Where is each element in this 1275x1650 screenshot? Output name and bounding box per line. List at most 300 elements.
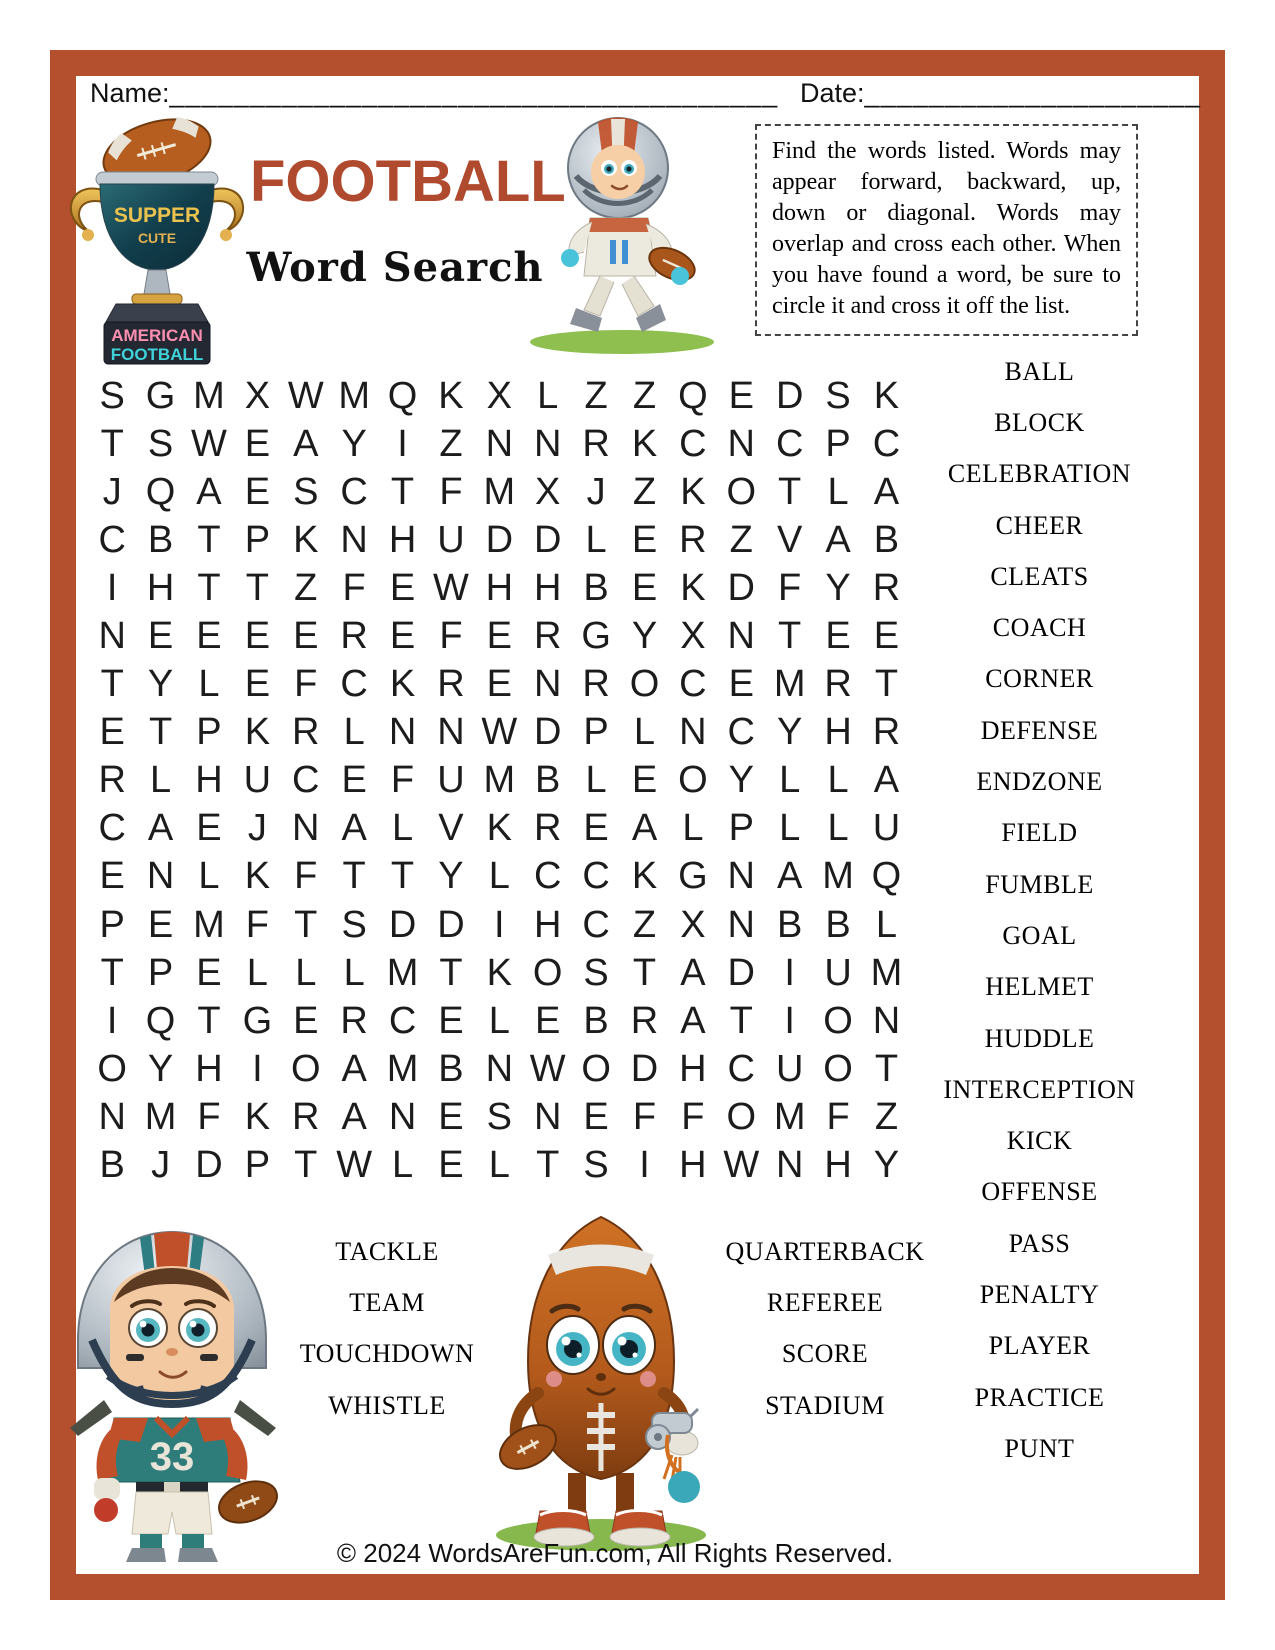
grid-letter: H <box>679 1144 707 1187</box>
grid-letter: H <box>533 566 562 609</box>
grid-letter: X <box>535 470 561 513</box>
grid-letter: H <box>388 518 417 561</box>
grid-row <box>88 709 911 757</box>
name-blank-line: ______________________________________ <box>169 78 779 108</box>
grid-letter: Z <box>729 518 753 561</box>
grid-letter: R <box>292 1095 320 1138</box>
grid-letter: E <box>631 759 658 802</box>
grid-letter: L <box>827 807 849 850</box>
word-list-entry: FUMBLE <box>985 869 1094 899</box>
grid-letter: Q <box>145 999 176 1042</box>
grid-letter: E <box>293 999 319 1042</box>
grid-letter: I <box>106 566 118 609</box>
grid-letter: E <box>389 615 416 658</box>
grid-letter: O <box>290 1047 321 1090</box>
grid-letter: T <box>294 1144 318 1187</box>
grid-letter: T <box>245 566 269 609</box>
word-search-grid <box>88 372 911 1190</box>
grid-letter: T <box>390 470 415 513</box>
grid-letter: O <box>726 470 757 513</box>
grid-letter: C <box>340 663 368 706</box>
grid-letter: B <box>825 903 851 946</box>
grid-letter: T <box>439 951 463 994</box>
grid-letter: E <box>728 663 754 706</box>
grid-letter: W <box>481 711 518 754</box>
grid-letter: Q <box>145 470 176 513</box>
grid-letter: N <box>485 422 514 465</box>
grid-letter: R <box>582 663 610 706</box>
grid-letter: F <box>439 470 463 513</box>
grid-letter: N <box>727 615 755 658</box>
grid-letter: K <box>486 951 512 994</box>
word-list-entry: BALL <box>1004 356 1075 386</box>
grid-letter: J <box>102 470 122 513</box>
grid-letter: Y <box>147 1047 174 1090</box>
grid-letter: N <box>727 903 755 946</box>
grid-letter: E <box>486 615 512 658</box>
word-list-entry: INTERCEPTION <box>943 1074 1136 1104</box>
copyright-text: © 2024 WordsAreFun.com, All Rights Reserved. <box>336 1538 894 1568</box>
word-list-entry: PASS <box>1008 1228 1071 1258</box>
grid-letter: R <box>533 807 562 850</box>
grid-letter: D <box>195 1144 223 1187</box>
trophy-cup-text-1: SUPPER <box>113 204 201 227</box>
grid-letter: A <box>680 999 706 1042</box>
grid-letter: E <box>631 566 658 609</box>
grid-letter: N <box>292 807 320 850</box>
grid-row <box>88 853 911 901</box>
grid-letter: I <box>494 903 505 946</box>
grid-letter: E <box>99 855 125 898</box>
grid-letter: W <box>432 566 469 609</box>
grid-letter: B <box>873 518 900 561</box>
name-field-row <box>90 78 778 109</box>
word-list-entry: PRACTICE <box>974 1382 1105 1412</box>
grid-letter: M <box>144 1095 177 1138</box>
grid-letter: T <box>874 663 899 706</box>
grid-letter: X <box>244 374 271 417</box>
grid-letter: A <box>341 1047 367 1090</box>
grid-letter: N <box>146 855 175 898</box>
grid-letter: E <box>873 615 900 658</box>
grid-letter: T <box>778 615 802 658</box>
grid-letter: T <box>197 999 221 1042</box>
word-list-entry: KICK <box>1006 1126 1073 1156</box>
grid-letter: P <box>244 518 271 561</box>
grid-letter: Y <box>873 1144 900 1187</box>
grid-letter: M <box>483 759 516 802</box>
grid-letter: N <box>98 1095 126 1138</box>
grid-row <box>88 1093 911 1141</box>
grid-letter: S <box>147 422 174 465</box>
grid-letter: L <box>488 1144 510 1187</box>
grid-letter: L <box>343 711 365 754</box>
grid-letter: R <box>292 711 320 754</box>
grid-letter: Z <box>584 374 608 417</box>
grid-row <box>88 468 911 516</box>
grid-letter: E <box>147 903 174 946</box>
grid-letter: E <box>244 615 271 658</box>
grid-letter: L <box>682 807 704 850</box>
trophy-handle-left <box>71 188 103 232</box>
grid-row <box>88 805 911 853</box>
word-list-bottom-right <box>716 1226 934 1431</box>
grid-letter: D <box>437 903 465 946</box>
grid-letter: T <box>100 663 124 706</box>
grid-letter: N <box>872 999 901 1042</box>
grid-letter: E <box>244 470 271 513</box>
trophy-cup-text-2: CUTE <box>137 230 177 246</box>
pom-pom <box>668 1471 700 1503</box>
grid-letter: E <box>147 615 174 658</box>
grid-letter: S <box>583 1144 609 1187</box>
grid-letter: R <box>533 615 562 658</box>
grid-letter: C <box>679 422 707 465</box>
grid-letter: H <box>824 1144 852 1187</box>
grid-letter: D <box>533 518 562 561</box>
grid-letter: N <box>775 1144 804 1187</box>
word-list-entry: HELMET <box>985 972 1094 1002</box>
grid-row <box>88 372 911 420</box>
grid-letter: O <box>823 999 853 1042</box>
grid-letter: H <box>195 1047 223 1090</box>
grid-row <box>88 564 911 612</box>
word-list-entry: STADIUM <box>765 1390 885 1420</box>
grid-letter: T <box>729 999 753 1042</box>
word-list-entry: GOAL <box>1002 920 1077 950</box>
grid-letter: L <box>488 999 510 1042</box>
grid-letter: B <box>583 999 609 1042</box>
grid-letter: N <box>437 711 465 754</box>
grid-letter: E <box>728 374 754 417</box>
grid-letter: K <box>631 422 658 465</box>
grid-letter: M <box>386 1047 419 1090</box>
grid-letter: E <box>583 1095 609 1138</box>
grid-letter: H <box>485 566 514 609</box>
grid-letter: C <box>98 518 126 561</box>
grid-letter: F <box>439 615 463 658</box>
grid-letter: M <box>483 470 516 513</box>
grid-letter: W <box>336 1144 373 1187</box>
grid-letter: K <box>680 470 706 513</box>
grid-letter: A <box>873 759 900 802</box>
grid-letter: D <box>775 374 804 417</box>
word-list-entry: COACH <box>992 613 1087 643</box>
grid-letter: W <box>191 422 227 465</box>
grid-letter: U <box>872 807 901 850</box>
grid-letter: W <box>287 374 324 417</box>
grid-letter: H <box>195 759 223 802</box>
word-list-entry: OFFENSE <box>981 1177 1098 1207</box>
grid-letter: K <box>873 374 900 417</box>
grid-letter: D <box>533 711 562 754</box>
grid-letter: R <box>98 759 126 802</box>
date-label: Date: <box>800 78 865 108</box>
grid-letter: C <box>340 470 368 513</box>
grid-letter: C <box>98 807 126 850</box>
grid-letter: P <box>244 1144 271 1187</box>
word-list-entry: PLAYER <box>988 1331 1091 1361</box>
grid-row <box>88 612 911 660</box>
grid-letter: K <box>244 1095 271 1138</box>
running-player-illustration <box>514 106 732 356</box>
player-kid-illustration <box>52 1190 292 1566</box>
word-list-entry: TOUCHDOWN <box>299 1339 475 1369</box>
grid-letter: F <box>294 855 318 898</box>
grid-letter: Q <box>387 374 418 417</box>
date-field-row <box>800 78 1201 109</box>
trophy-stem <box>144 270 170 294</box>
word-list-entry: PUNT <box>1004 1433 1075 1463</box>
grid-letter: P <box>825 422 851 465</box>
grid-letter: I <box>784 999 795 1042</box>
grid-letter: L <box>585 759 607 802</box>
grid-letter: Y <box>728 759 754 802</box>
word-list-entry: TACKLE <box>335 1236 439 1266</box>
grid-letter: E <box>825 615 851 658</box>
grid-letter: S <box>825 374 851 417</box>
grid-letter: U <box>824 951 852 994</box>
grid-letter: T <box>100 951 124 994</box>
grid-letter: E <box>583 807 609 850</box>
grid-letter: T <box>390 855 415 898</box>
grid-letter: C <box>775 422 804 465</box>
word-list-entry: SCORE <box>781 1339 869 1369</box>
grid-letter: R <box>679 518 707 561</box>
grid-letter: J <box>247 807 267 850</box>
word-list-entry: REFEREE <box>766 1287 884 1317</box>
grid-letter: E <box>438 1144 464 1187</box>
grid-letter: B <box>99 1144 125 1187</box>
trophy-cup <box>100 184 214 270</box>
grid-letter: M <box>338 374 370 417</box>
grid-row <box>88 516 911 564</box>
grid-letter: W <box>723 1144 760 1187</box>
grid-letter: L <box>779 807 801 850</box>
grid-letter: Y <box>631 615 658 658</box>
grid-letter: M <box>870 951 903 994</box>
grid-letter: R <box>872 566 901 609</box>
grid-letter: L <box>295 951 317 994</box>
grid-letter: T <box>778 470 802 513</box>
grid-letter: K <box>438 374 464 417</box>
grid-letter: D <box>485 518 514 561</box>
grid-letter: C <box>582 903 610 946</box>
grid-letter: A <box>341 807 367 850</box>
word-list-entry: CHEER <box>995 510 1084 540</box>
grid-letter: L <box>150 759 172 802</box>
grid-letter: S <box>583 951 609 994</box>
grid-letter: M <box>193 903 225 946</box>
grid-letter: S <box>341 903 367 946</box>
grid-letter: C <box>582 855 610 898</box>
grid-letter: T <box>874 1047 899 1090</box>
grid-letter: B <box>583 566 609 609</box>
grid-letter: L <box>198 855 220 898</box>
grid-letter: R <box>824 663 852 706</box>
grid-letter: M <box>386 951 419 994</box>
grid-letter: A <box>873 470 900 513</box>
grid-letter: E <box>631 518 658 561</box>
grid-letter: P <box>147 951 174 994</box>
grid-letter: N <box>485 1047 514 1090</box>
word-list-entry: QUARTERBACK <box>725 1236 925 1266</box>
grid-letter: U <box>775 1047 804 1090</box>
grid-letter: L <box>633 711 656 754</box>
grid-letter: D <box>727 951 755 994</box>
grid-letter: E <box>196 615 222 658</box>
grid-letter: U <box>437 518 465 561</box>
word-list-entry: PENALTY <box>979 1279 1100 1309</box>
grid-letter: U <box>437 759 465 802</box>
grid-letter: L <box>585 518 607 561</box>
grid-letter: N <box>727 855 755 898</box>
grid-letter: L <box>488 855 510 898</box>
grid-letter: S <box>99 374 125 417</box>
grid-letter: F <box>197 1095 221 1138</box>
grid-letter: Y <box>438 855 464 898</box>
grid-letter: I <box>252 1047 263 1090</box>
grid-letter: L <box>198 663 220 706</box>
grid-letter: L <box>875 903 898 946</box>
grid-letter: T <box>342 855 366 898</box>
grid-letter: O <box>532 951 563 994</box>
word-list-entry: HUDDLE <box>984 1023 1095 1053</box>
grid-letter: B <box>776 903 803 946</box>
grid-letter: F <box>245 903 269 946</box>
grid-letter: C <box>292 759 320 802</box>
trophy-base-text-2: FOOTBALL <box>110 345 204 364</box>
grid-row <box>88 949 911 997</box>
page-subtitle: Word Search <box>246 244 544 291</box>
grid-letter: Z <box>632 903 657 946</box>
word-list-bottom-left <box>288 1226 486 1431</box>
grid-letter: E <box>486 663 512 706</box>
grid-letter: K <box>244 855 271 898</box>
instructions-text: Find the words listed. Words may appear forward, backward, up, down or diagonal. Words may overlap and cross each other. When you have found a word, be sure to circle it and cross it off the list. <box>772 138 1121 319</box>
kid-jersey-number: 33 <box>149 1435 195 1479</box>
grid-letter: C <box>727 711 755 754</box>
grid-letter: Z <box>294 566 318 609</box>
grid-letter: N <box>679 711 707 754</box>
grid-letter: Y <box>825 566 851 609</box>
grid-letter: E <box>196 807 222 850</box>
grid-letter: H <box>146 566 175 609</box>
grid-letter: O <box>581 1047 611 1090</box>
grid-letter: O <box>97 1047 127 1090</box>
grid-letter: D <box>630 1047 659 1090</box>
grid-letter: E <box>438 999 464 1042</box>
grid-letter: Z <box>874 1095 899 1138</box>
grid-letter: E <box>535 999 561 1042</box>
grid-letter: E <box>244 663 271 706</box>
grid-letter: O <box>726 1095 757 1138</box>
grid-row <box>88 1142 911 1190</box>
grid-row <box>88 901 911 949</box>
grid-letter: P <box>196 711 222 754</box>
grid-letter: L <box>827 470 849 513</box>
date-blank-line: _____________________ <box>864 78 1201 108</box>
grid-letter: V <box>438 807 464 850</box>
grid-letter: K <box>293 518 319 561</box>
grid-letter: J <box>151 1144 171 1187</box>
grid-letter: M <box>193 374 225 417</box>
word-list-entry: BLOCK <box>994 407 1085 437</box>
grid-letter: R <box>340 999 368 1042</box>
grid-letter: O <box>629 663 660 706</box>
grid-letter: G <box>581 615 611 658</box>
grid-letter: G <box>678 855 708 898</box>
grid-letter: X <box>680 615 706 658</box>
grid-letter: T <box>148 711 173 754</box>
grid-letter: H <box>679 1047 707 1090</box>
grid-letter: K <box>389 663 416 706</box>
grid-letter: W <box>529 1047 566 1090</box>
grid-letter: T <box>100 422 124 465</box>
grid-letter: Q <box>678 374 708 417</box>
grid-letter: Z <box>632 374 657 417</box>
grid-letter: L <box>246 951 268 994</box>
grid-letter: F <box>826 1095 850 1138</box>
football-mascot-illustration <box>476 1203 726 1557</box>
grid-letter: E <box>244 422 271 465</box>
grid-letter: E <box>389 566 416 609</box>
grid-letter: O <box>678 759 708 802</box>
grid-letter: C <box>872 422 901 465</box>
grid-letter: Y <box>776 711 803 754</box>
grid-letter: N <box>388 1095 417 1138</box>
grid-letter: K <box>631 855 658 898</box>
grid-letter: A <box>631 807 658 850</box>
grid-letter: Y <box>147 663 174 706</box>
grid-letter: G <box>145 374 176 417</box>
grid-letter: N <box>388 711 417 754</box>
grid-letter: P <box>583 711 609 754</box>
word-list-entry: CLEATS <box>990 561 1089 591</box>
grid-letter: K <box>486 807 512 850</box>
grid-letter: L <box>391 1144 414 1187</box>
grid-letter: F <box>778 566 802 609</box>
grid-letter: X <box>680 903 706 946</box>
grid-letter: N <box>533 422 562 465</box>
grid-letter: R <box>340 615 368 658</box>
grid-letter: T <box>632 951 657 994</box>
grid-letter: T <box>197 566 221 609</box>
word-list-entry: DEFENSE <box>980 715 1099 745</box>
grid-letter: C <box>727 1047 755 1090</box>
grid-letter: B <box>535 759 561 802</box>
grid-letter: E <box>438 1095 464 1138</box>
grid-letter: L <box>343 951 365 994</box>
grid-letter: X <box>486 374 512 417</box>
grid-letter: M <box>773 663 806 706</box>
grid-letter: F <box>342 566 366 609</box>
grid-letter: F <box>390 759 415 802</box>
grid-letter: M <box>773 1095 806 1138</box>
grid-letter: A <box>147 807 174 850</box>
grid-letter: A <box>776 855 803 898</box>
grid-letter: U <box>243 759 272 802</box>
word-list-entry: WHISTLE <box>328 1390 446 1420</box>
grid-letter: E <box>196 951 222 994</box>
grid-letter: Y <box>341 422 367 465</box>
instructions-box <box>755 124 1138 336</box>
grid-letter: S <box>293 470 319 513</box>
grid-letter: A <box>680 951 706 994</box>
grid-letter: B <box>147 518 174 561</box>
grid-row <box>88 757 911 805</box>
grid-letter: C <box>679 663 707 706</box>
